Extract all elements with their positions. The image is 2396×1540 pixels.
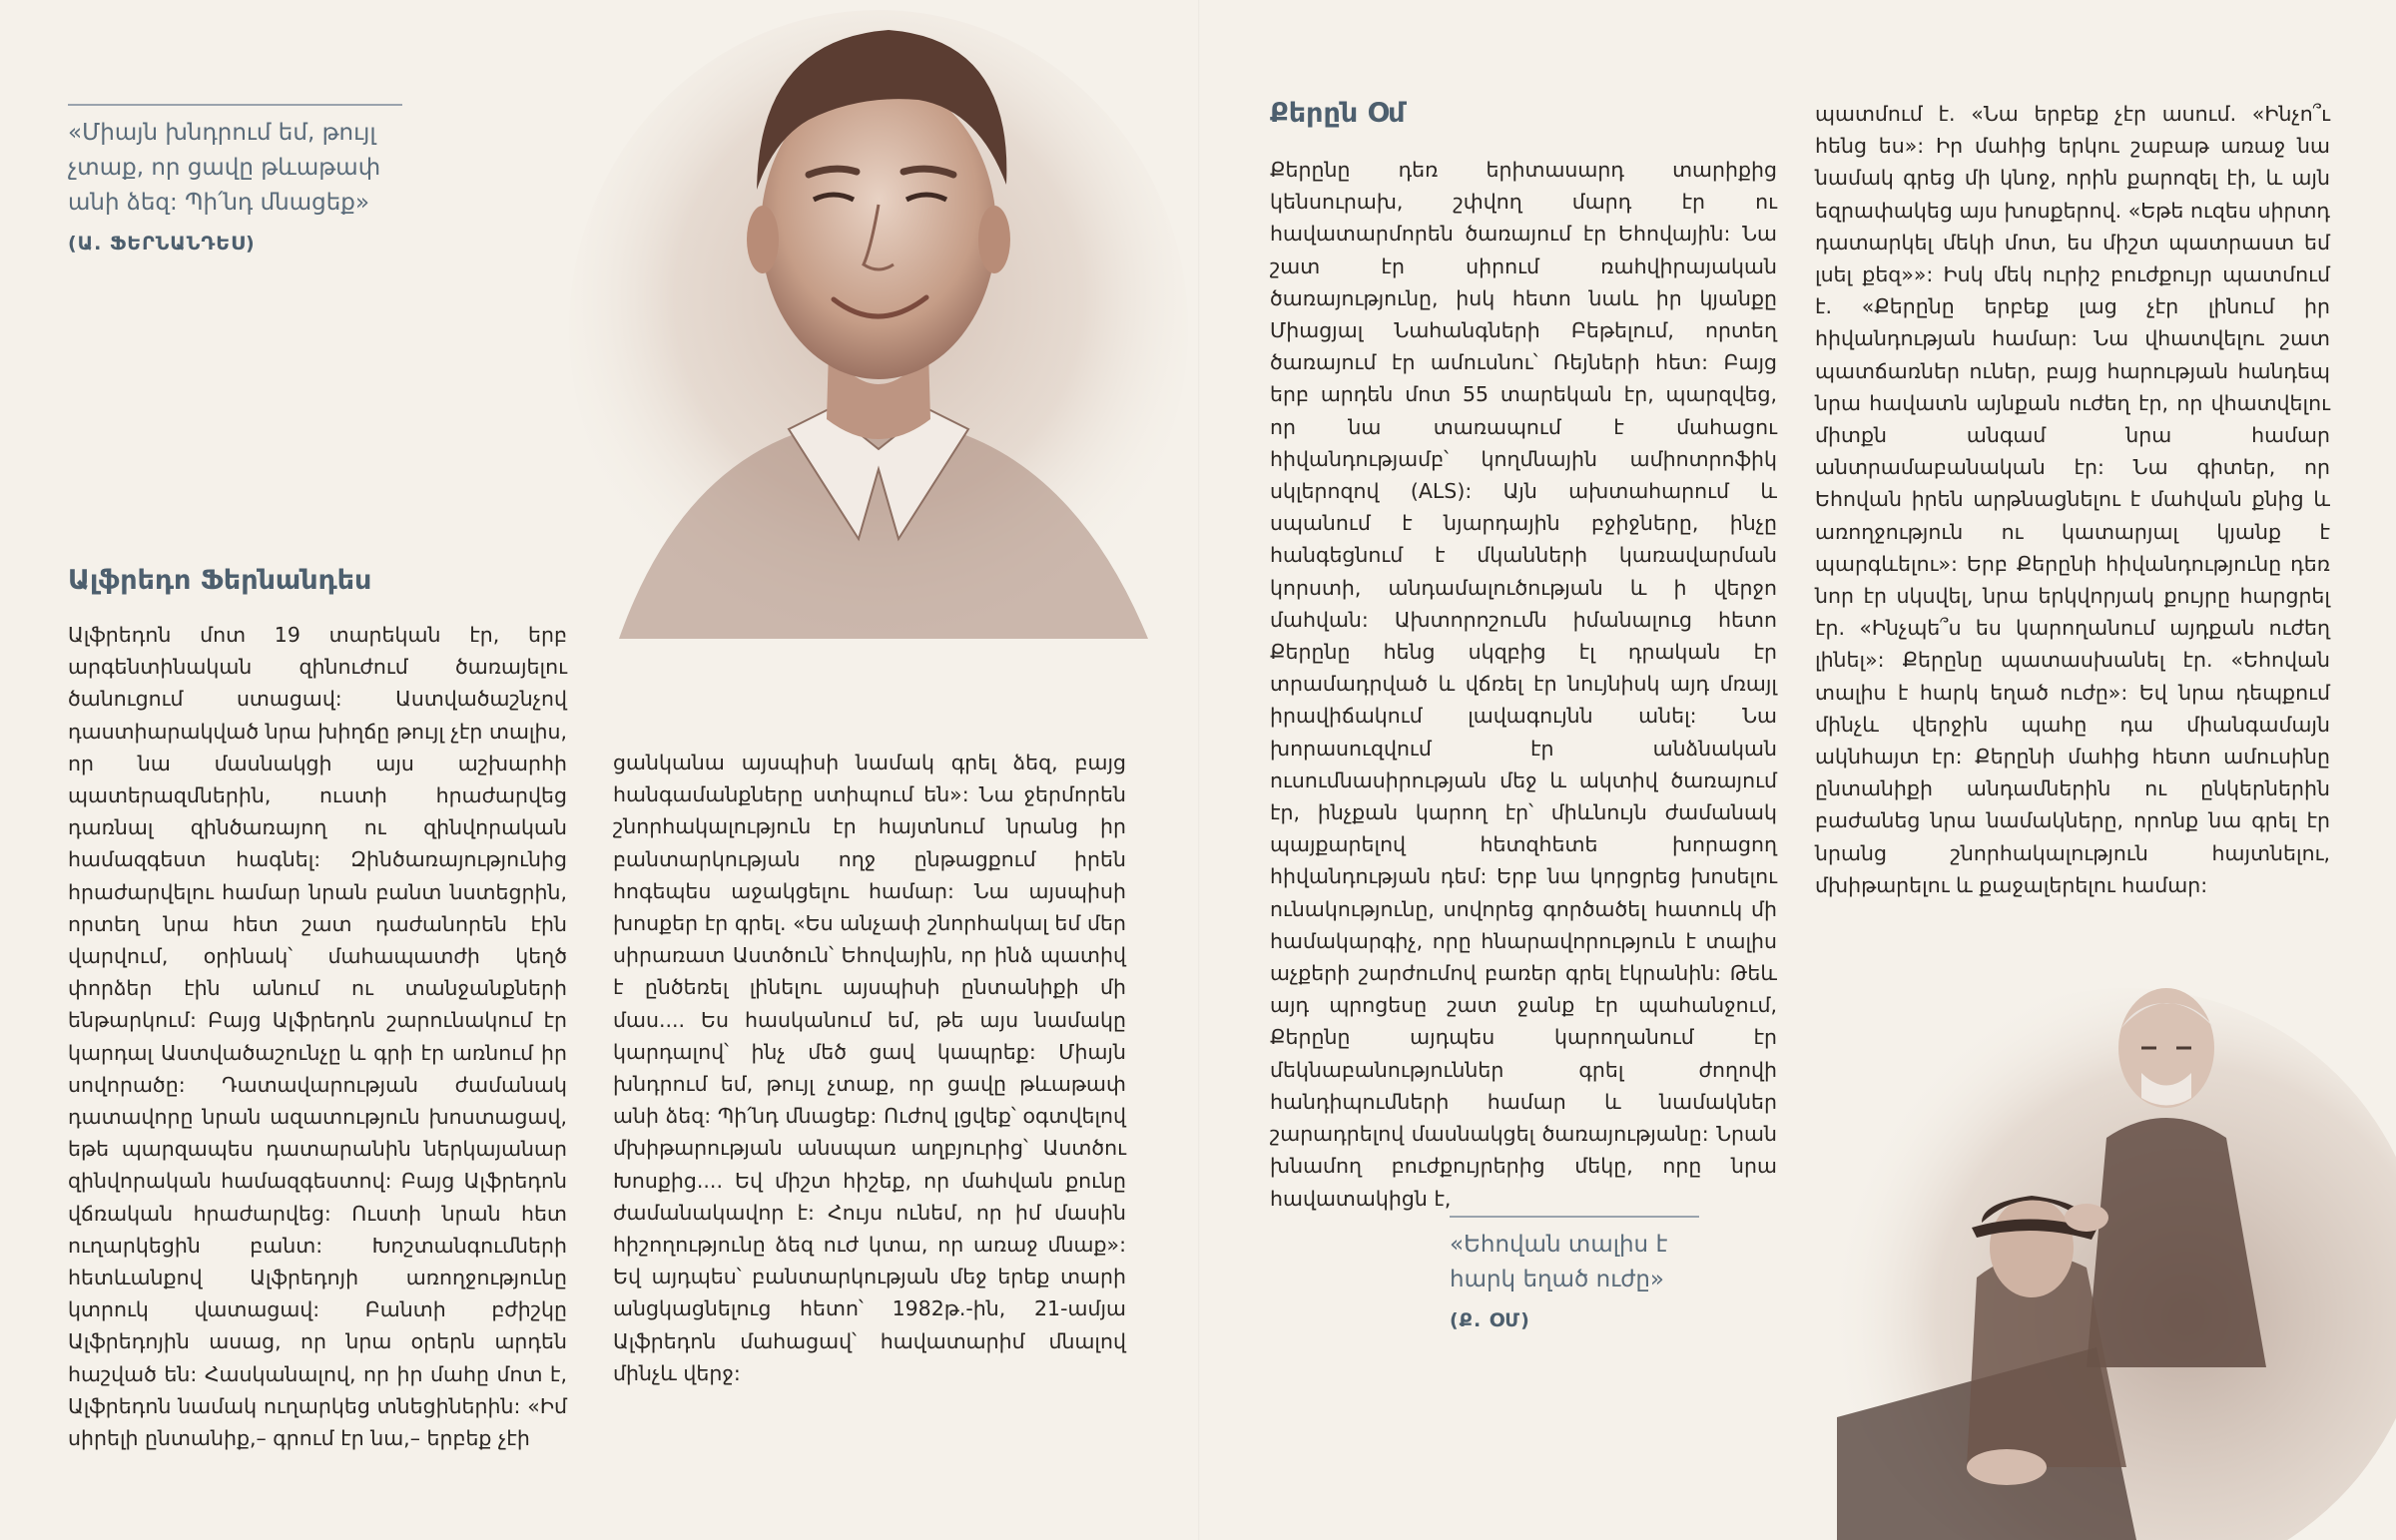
quote-rule: [68, 104, 402, 106]
spread-gutter: [1198, 0, 1200, 1540]
alfredo-portrait-illustration: [559, 0, 1198, 649]
body-column-1: Ալֆրեդոն մոտ 19 տարեկան էր, երբ արգենտինական զինուժում ծառայելու ծանուցում ստացավ: Աստվածաշնչով դաստիարակված նրա խիղճը թույլ չէր տալիս, որ նա մասնակցի այս աշխարհի պատերազմներին, ուստի հրաժարվեց դառնալ զինծառայող ու զինվորական համազգեստ հագնել: Զինծառայությունից հրաժարվելու համար նրան բանտ նստեցրին, որտեղ նրա հետ շատ դաժանորեն էին վարվում, օրինակ՝ մահապատժի կեղծ փորձեր էին անում ու տանջանքների ենթարկում: Բայց Ալֆրեդոն շարունակում էր կարդալ Աստվածաշունչը և գրի էր առնում իր սովորածը: Դատավարության ժամանակ դատավորը նրան ազատություն խոստացավ, եթե պարզապես դատարանին ներկայանար զինվորական համազգեստով: Բայց Ալֆրեդոն վճռական հրաժարվեց: Ուստի նրան հետ ուղարկեցին բանտ: Խոշտանգումների հետևանքով Ալֆրեդոյի առողջությունը կտրուկ վատացավ: Բանտի բժիշկը Ալֆրեդոյին ասաց, որ նրա օրերն արդեն հաշված են: Հասկանալով, որ իր մահը մոտ է, Ալֆրեդոն նամակ ուղարկեց տնեցիներին: «Իմ սիրելի ընտանիք,– գրում էր նա,– երբեք չէի: [68, 623, 567, 1451]
quote-text: «Միայն խնդրում եմ, թույլ չտաք, որ ցավը թևաթափ անի ձեզ: Պի՛նդ մնացեք»: [68, 120, 381, 216]
quote-text: «Եհովան տալիս է հարկ եղած ուժը»: [1450, 1232, 1668, 1292]
body-column-3: Քերընը դեռ երիտասարդ տարիքից կենսուրախ, շփվող մարդ էր ու հավատարմորեն ծառայում էր Եհովային: Նա շատ էր սիրում ռահվիրայական ծառայությունը, իսկ հետո նաև իր կյանքը Միացյալ Նահանգների Բեթելում, որտեղ ծառայում էր ամուսնու՝ Ռեյների հետ: Բայց երբ արդեն մոտ 55 տարեկան էր, պարզվեց, որ նա տառապում է մահացու հիվանդությամբ՝ կողմնային ամիոտրոֆիկ սկլերոզով (ALS): Այն ախտահարում և սպանում է նյարդային բջիջները, ինչը հանգեցնում է մկանների կառավարման կորստի, անդամալուծության և ի վերջո մահվան: Ախտորոշումն իմանալուց հետո Քերընը հենց սկզբից էլ դրական էր տրամադրված և վճռել էր նույնիսկ այդ մռայլ իրավիճակում լավագույնն անել: Նա խորասուզվում էր անձնական ուսումնասիրության մեջ և ակտիվ ծառայում էր, ինչքան կարող էր՝ միևնույն ժամանակ պայքարելով հետզհետե խորացող հիվանդության դեմ: Երբ նա կորցրեց խոսելու ունակությունը, սովորեց գործածել հատուկ մի համակարգիչ, որը հնարավորություն է տալիս աչքերի շարժումով բառեր գրել էկրանին: Թեև այդ պրոցեսը շատ ջանք էր պահանջում, Քերընը այդպես կարողանում էր մեկնաբանություններ գրել ժողովի հանդիպումների համար և նամակներ շարադրելով մասնակցել ծառայությանը: Նրան խնամող բուժքույրերից մեկը, որը նրա հավատակիցն է,: [1270, 158, 1777, 1211]
pull-quote-om: [1450, 1216, 1699, 1331]
keren-and-husband-illustration: [1797, 948, 2396, 1540]
quote-attribution: (Ք. ՕՄ): [1450, 1309, 1530, 1331]
quote-attribution: (Ա. ՖԵՐՆԱՆԴԵՍ): [68, 233, 256, 255]
quote-rule: [1450, 1216, 1699, 1218]
body-column-2: ցանկանա այսպիսի նամակ գրել ձեզ, բայց հանգամանքները ստիպում են»: Նա ջերմորեն շնորհակալություն էր հայտնում նրանց իր բանտարկության ողջ ընթացքում իրեն հոգեպես աջակցելու համար: Նա այսպիսի խոսքեր էր գրել. «Ես անչափ շնորհակալ եմ մեր սիրառատ Աստծուն՝ Եհովային, որ ինձ պատիվ է ընծեռել լինելու այսպիսի ընտանիքի մի մաս.... Ես հասկանում եմ, թե այս նամակը կարդալով՝ ինչ մեծ ցավ կապրեք: Միայն խնդրում եմ, թույլ չտաք, որ ցավը թևաթափ անի ձեզ: Պի՛նդ մնացեք: Ուժով լցվեք՝ օգտվելով մխիթարության անսպառ աղբյուրից՝ Աստծու Խոսքից.... Եվ միշտ հիշեք, որ մահվան քունը ժամանակավոր է: Հույս ունեմ, որ իմ մասին հիշողությունը ձեզ ուժ կտա, որ առաջ մնաք»: Եվ այդպես՝ բանտարկության մեջ երեք տարի անցկացնելուց հետո՝ 1982թ.-ին, 21-ամյա Ալֆրեդոն մահացավ՝ հավատարիմ մնալով մինչև վերջ:: [613, 751, 1126, 1385]
pull-quote-fernandes: [68, 104, 402, 255]
section-heading-om: Քերըն Օմ: [1270, 98, 1406, 129]
body-column-4: պատմում է. «Նա երբեք չէր ասում. «Ինչո՞ւ հենց ես»: Իր մահից երկու շաբաթ առաջ նա նամակ գրեց մի կնոջ, որին քարոզել էի, և այն եզրափակեց այս խոսքերով. «Եթե ուզես սիրտդ դատարկել մեկի մոտ, ես միշտ պատրաստ եմ լսել քեզ»»: Իսկ մեկ ուրիշ բուժքույր պատմում է. «Քերընը երբեք լաց չէր լինում իր հիվանդության համար: Նա վհատվելու շատ պատճառներ ուներ, բայց հարության հանդեպ նրա հավատն այնքան ուժեղ էր, որ վհատվելու միտքն անգամ նրա համար անտրամաբանական էր: Նա գիտեր, որ Եհովան իրեն արթնացնելու է մահվան քնից և առողջություն ու կատարյալ կյանք է պարգևելու»: Երբ Քերընի հիվանդությունը դեռ նոր էր սկսվել, նրա երկվորյակ քույրը հարցրել էր. «Ինչպե՞ս ես կարողանում այդքան ուժեղ լինել»: Քերընը պատասխանել էր. «Եհովան տալիս է հարկ եղած ուժը»: Եվ նրա դեպքում մինչև վերջին պահը դա միանգամայն ակնհայտ էր: Քերընի մահից հետո ամուսինը ընտանիքի անդամներին ու ընկերներին բաժանեց նրա նամակները, որոնք նա գրել էր նրանց շնորհակալություն հայտնելու, մխիթարելու և քաջալերելու համար:: [1815, 102, 2330, 897]
section-heading-fernandes: Ալֆրեդո Ֆերնանդես: [68, 565, 372, 596]
